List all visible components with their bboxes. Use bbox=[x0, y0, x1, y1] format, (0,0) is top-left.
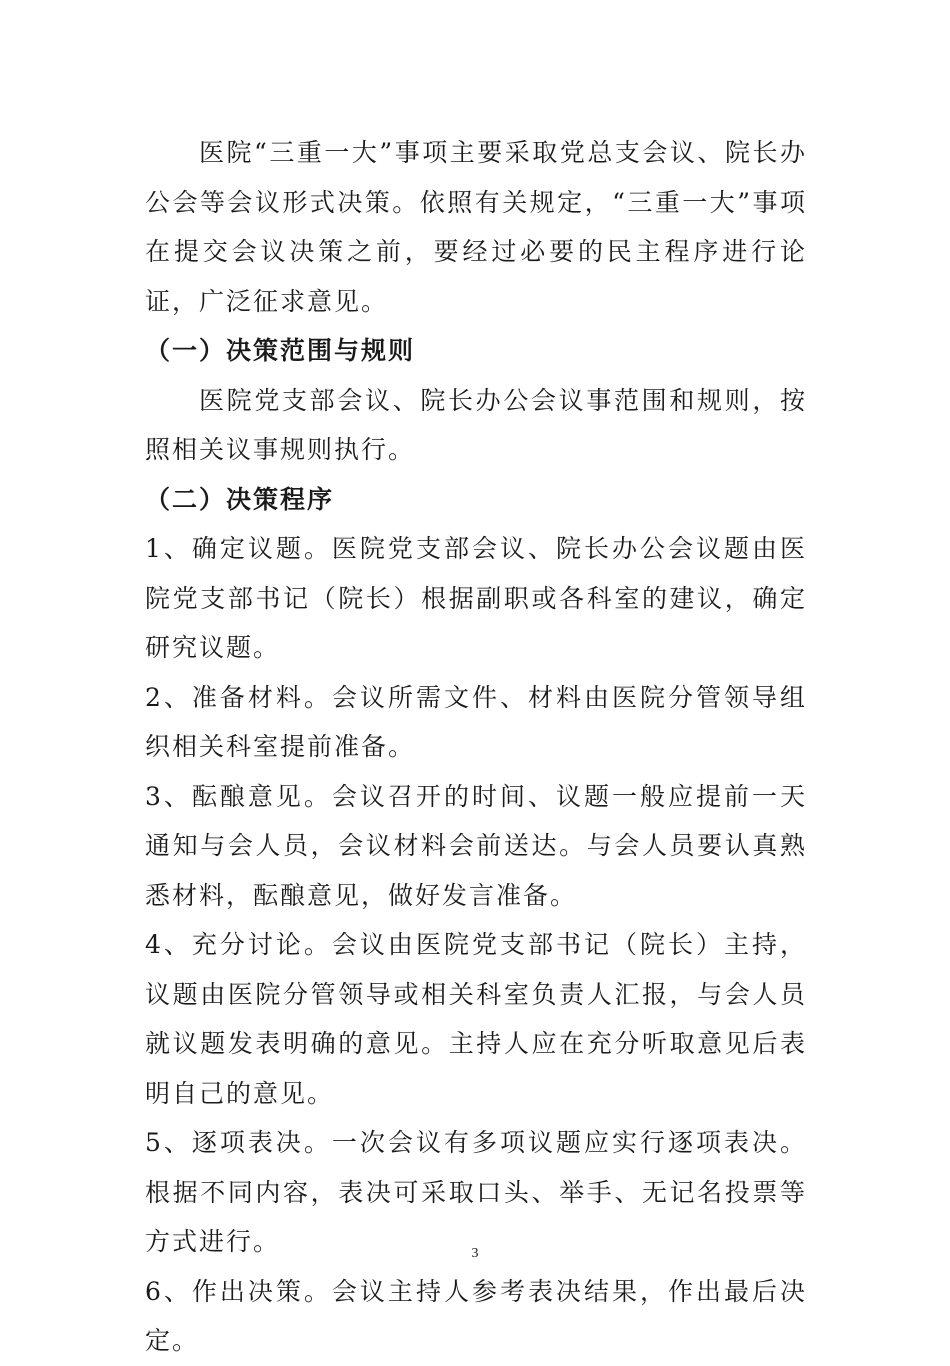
scope-paragraph: 医院党支部会议、院长办公会议事范围和规则，按照相关议事规则执行。 bbox=[145, 385, 807, 464]
section-heading-procedure: （二）决策程序 bbox=[145, 484, 335, 514]
procedure-item-3: 3、酝酿意见。会议召开的时间、议题一般应提前一天通知与会人员，会议材料会前送达。与会人员要认真熟悉材料，酝酿意见，做好发言准备。 bbox=[145, 781, 807, 910]
section-heading-scope: （一）决策范围与规则 bbox=[145, 336, 416, 365]
procedure-item-4: 4、充分讨论。会议由医院党支部书记（院长）主持，议题由医院分管领导或相关科室负责人汇报，与会人员就议题发表明确的意见。主持人应在充分听取意见后表明自己的意见。 bbox=[145, 930, 807, 1108]
document-body bbox=[145, 128, 807, 1366]
page-number: 3 bbox=[471, 1246, 479, 1261]
procedure-item-5: 5、逐项表决。一次会议有多项议题应实行逐项表决。根据不同内容，表决可采取口头、举手、无记名投票等方式进行。 bbox=[145, 1128, 807, 1256]
procedure-item-1: 1、确定议题。医院党支部会议、院长办公会议题由医院党支部书记（院长）根据副职或各科室的建议，确定研究议题。 bbox=[145, 534, 807, 662]
procedure-item-2: 2、准备材料。会议所需文件、材料由医院分管领导组织相关科室提前准备。 bbox=[145, 682, 807, 761]
intro-paragraph: 医院“三重一大”事项主要采取党总支会议、院长办公会等会议形式决策。依照有关规定，“三重一大”事项在提交会议决策之前，要经过必要的民主程序进行论证，广泛征求意见。 bbox=[145, 138, 807, 316]
procedure-item-6: 6、作出决策。会议主持人参考表决结果，作出最后决定。 bbox=[145, 1276, 807, 1355]
